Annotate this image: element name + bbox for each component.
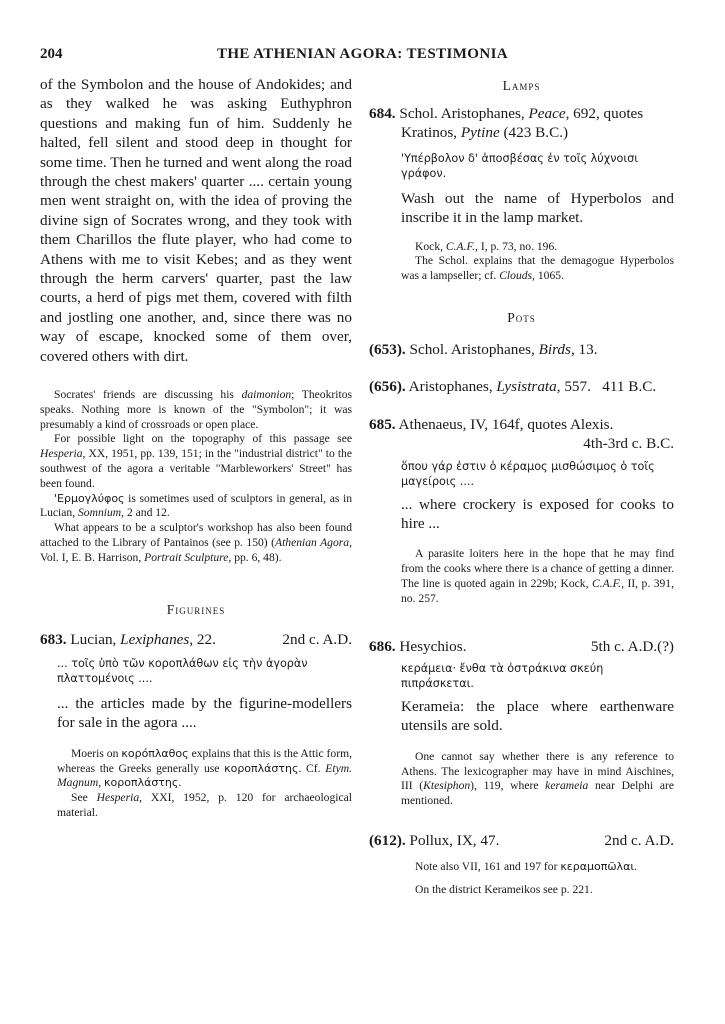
right-column [369,72,674,898]
translation: Wash out the name of Hyperbolos and inscribe it in the lamp market. [401,189,674,227]
translation: Kerameia: the place where earthenware utensils are sold. [401,698,674,735]
section-heading-figurines: Figurines [166,601,226,617]
note-workshop: What appears to be a sculptor's workshop has also been found attached to the Library of Pantainos (see p. 150) (Athenian Agora, Vol. I, E. B. Harrison, Portrait Sculpture, pp. 6, 48). [40,521,352,564]
page-number: 204 [40,46,63,62]
note-hermoglyphos: 'Ερμογλύφος is sometimes used of sculptors in general, as in Lucian, Somnium, 2 and 12. [40,491,352,520]
page-header [0,46,725,68]
entry-684 [369,104,674,284]
entry-date: 4th-3rd c. B.C. [583,435,674,453]
entry-683 [40,630,352,821]
entry-684-line: 684. Schol. Aristophanes, Peace, 692, quotes Kratinos, Pytine (423 B.C.) [369,105,644,142]
entry-685-note: A parasite loiters here in the hope that he may find from the cooks where there is a chance of getting a dinner. The line is quoted again in 229b; Kock, C.A.F., II, p. 391, no. 257. [401,547,674,605]
entry-date: 2nd c. A.D. [604,832,674,850]
entry-683-notes: Moeris on κορόπλαθος explains that this is the Attic form, whereas the Greeks generally use κοροπλάστης. Cf. Etym. Magnum, κοροπλάστης. See Hesperia, XXI, 1952, p. 120 for archaeological material. [57,746,352,820]
section-heading-lamps: Lamps [502,78,541,93]
translation: ... where crockery is exposed for cooks to hire ... [401,495,674,533]
entry-685: 685. Athenaeus, IV, 164f, quotes Alexis. 4th-3rd c. B.C. ὅπου γάρ ἐστιν ὁ κέραμος μισθώσιμος ὁ τοῖς μαγείροις .... ... where crockery is exposed for cooks to hire ... A parasite loiters here in the hope that he may find from the cooks where there is a chance of getting a dinner. The line is quoted again in 229b; Kock, C.A.F., II, p. 391, no. 257. [369,415,674,605]
note-daimonion: Socrates' friends are discussing his daimonion; Theokritos speaks. Nothing more is known of the "Symbolon"; it was presumably a kind of crossroads or open place. [40,388,353,431]
greek-quote: ὅπου γάρ ἐστιν ὁ κέραμος μισθώσιμος ὁ τοῖς μαγείροις .... [401,459,655,488]
continued-text: of the Symbolon and the house of Andokides; and as they walked he was asking Euthyphron questions and making fun of him. Suddenly he halted, fell silent and stood deep in thought for some time. Then he turned and went along the road through the chest makers' quarter .... certain young men went straight on, with the idea of proving the divine sign of Socrates wrong, and they took with them Charillos the flute player, who had come to Athens with me to visit Kebes; and as they went through the herm carvers' quarter, past the law courts, a herd of pigs met them, covered with filth and jostling one another, and, since there was no way of escape, knocked some of them over, covered others with dirt. [40,76,352,365]
entry-684-notes: Kock, C.A.F., I, p. 73, no. 196. The Schol. explains that the demagogue Hyperbolos was a lampseller; cf. Clouds, 1065. [401,239,674,283]
running-title: THE ATHENIAN AGORA: TESTIMONIA [216,46,509,62]
commentary-notes [40,388,352,566]
entry-date: 2nd c. A.D. [282,630,352,648]
entry-683-line: 683. Lucian, Lexiphanes, 22. 2nd c. A.D. [40,630,352,648]
left-column [40,72,352,821]
entry-656: (656). Aristophanes, Lysistrata, 557. 411 B.C. [369,378,657,396]
greek-quote: 'Υπέρβολον δ' ἀποσβέσας ἐν τοῖς λύχνοισι γράφον. [401,151,638,180]
entry-number: 683. [40,630,67,648]
entry-date: 5th c. A.D.(?) [590,637,674,655]
entry-686: 686. Hesychios. 5th c. A.D.(?) κεράμεια· ἔνθα τὰ ὀστράκινα σκεύη πιπράσκεται. Kerameia: the place where earthenware utensils are sold. One cannot say whether there is any reference to Athens. The lexicographer may have in mind Aischines, III (Ktesiphon), 119, where kerameia near Delphi are mentioned. [369,637,675,808]
entry-686-note: One cannot say whether there is any reference to Athens. The lexicographer may have in mind Aischines, III (Ktesiphon), 119, where kerameia near Delphi are mentioned. [401,749,675,808]
translation: ... the articles made by the figurine-modellers for sale in the agora .... [57,695,352,732]
greek-quote: ... τοῖς ὑπὸ τῶν κοροπλάθων εἰς τὴν ἀγορὰν πλαττομένοις .... [57,657,308,686]
section-heading-pots: Pots [507,310,536,326]
note-topography: For possible light on the topography of this passage see Hesperia, XX, 1951, pp. 139, 151; in the "industrial district" to the southwest of the agora a veritable "Marbleworkers' Street" has been found. [40,432,352,490]
entry-612: (612). Pollux, IX, 47. 2nd c. A.D. Note also VII, 161 and 197 for κεραμοπῶλαι. On the district Kerameikos see p. 221. [369,832,674,897]
entry-653: (653). Schol. Aristophanes, Birds, 13. [369,341,598,359]
greek-quote: κεράμεια· ἔνθα τὰ ὀστράκινα σκεύη πιπράσκεται. [401,662,604,691]
